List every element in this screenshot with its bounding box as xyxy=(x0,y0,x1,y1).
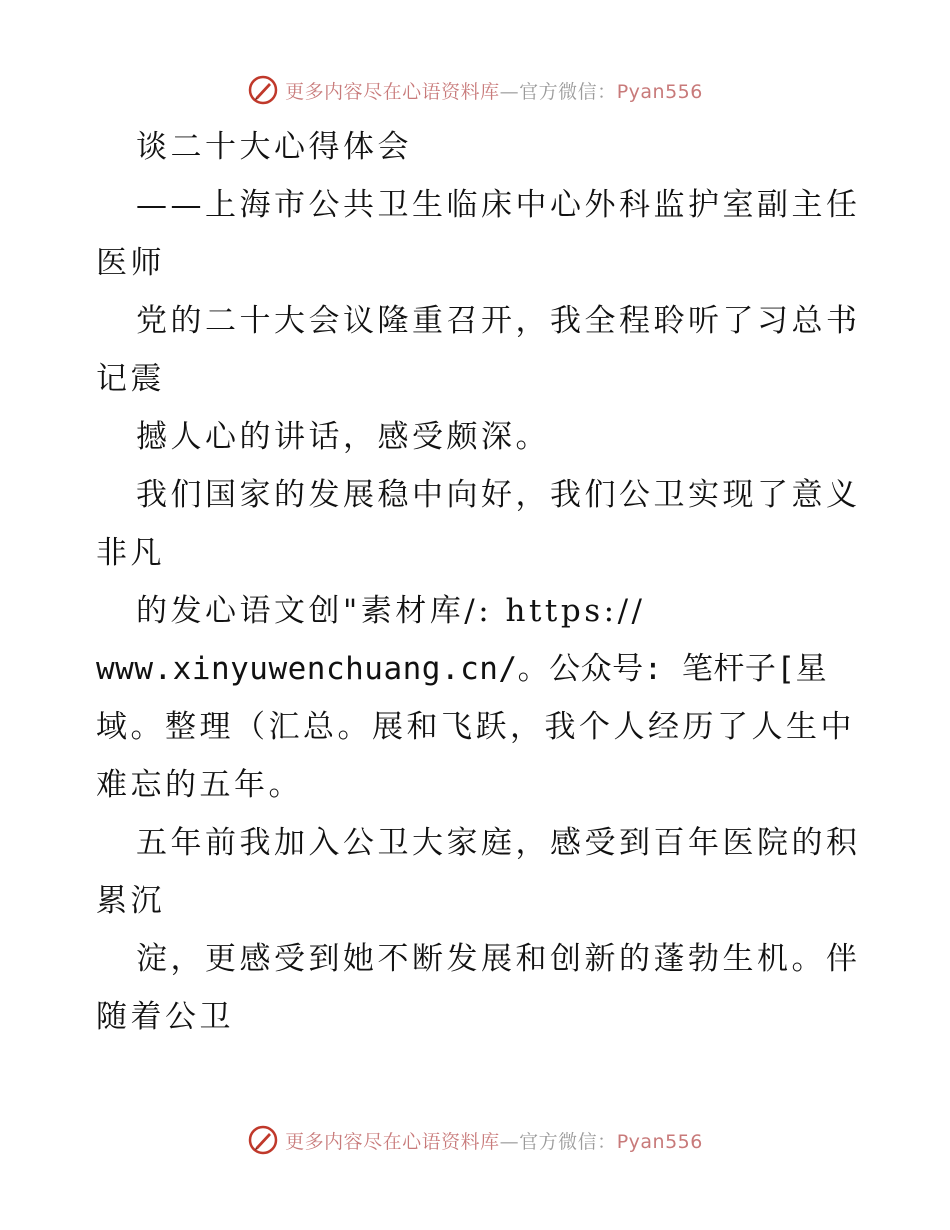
doc-line: 难忘的五年。 xyxy=(96,767,303,803)
document-body xyxy=(96,118,861,1046)
doc-line: 五年前我加入公卫大家庭，感受到百年医院的积 xyxy=(136,825,861,861)
doc-line: 域。整理（汇总。展和飞跃，我个人经历了人生中 xyxy=(96,709,855,745)
header-banner-separator: — xyxy=(499,80,520,103)
doc-line: ——上海市公共卫生临床中心外科监护室副主任 xyxy=(136,187,861,223)
doc-line: 累沉 xyxy=(96,883,165,919)
doc-line: 撼人心的讲话，感受颇深。 xyxy=(136,419,550,455)
footer-banner xyxy=(0,1120,950,1160)
doc-line: www.xinyuwenchuang.cn/。公众号: 笔杆子[星 xyxy=(96,651,828,687)
doc-line: 医师 xyxy=(96,245,165,281)
header-banner-main: 更多内容尽在心语资料库 xyxy=(285,80,500,103)
doc-line: 的发心语文创"素材库/: https:// xyxy=(136,593,646,629)
header-banner-text xyxy=(285,77,703,104)
footer-banner-wechat: Pyan556 xyxy=(616,1130,703,1153)
doc-line: 我们国家的发展稳中向好，我们公卫实现了意义 xyxy=(136,477,861,513)
doc-line: 记震 xyxy=(96,361,165,397)
quill-logo-icon xyxy=(247,1124,279,1156)
footer-banner-text xyxy=(285,1127,703,1154)
doc-line: 随着公卫 xyxy=(96,999,234,1035)
footer-banner-label: 官方微信： xyxy=(519,1130,617,1153)
doc-line: 党的二十大会议隆重召开，我全程聆听了习总书 xyxy=(136,303,861,339)
footer-banner-separator: — xyxy=(499,1130,520,1153)
doc-title: 谈二十大心得体会 xyxy=(136,129,412,165)
doc-line: 非凡 xyxy=(96,535,165,571)
header-banner xyxy=(0,70,950,110)
header-banner-label: 官方微信： xyxy=(519,80,617,103)
doc-line: 淀，更感受到她不断发展和创新的蓬勃生机。伴 xyxy=(136,941,861,977)
footer-banner-main: 更多内容尽在心语资料库 xyxy=(285,1130,500,1153)
header-banner-wechat: Pyan556 xyxy=(616,80,703,103)
quill-logo-icon xyxy=(247,74,279,106)
